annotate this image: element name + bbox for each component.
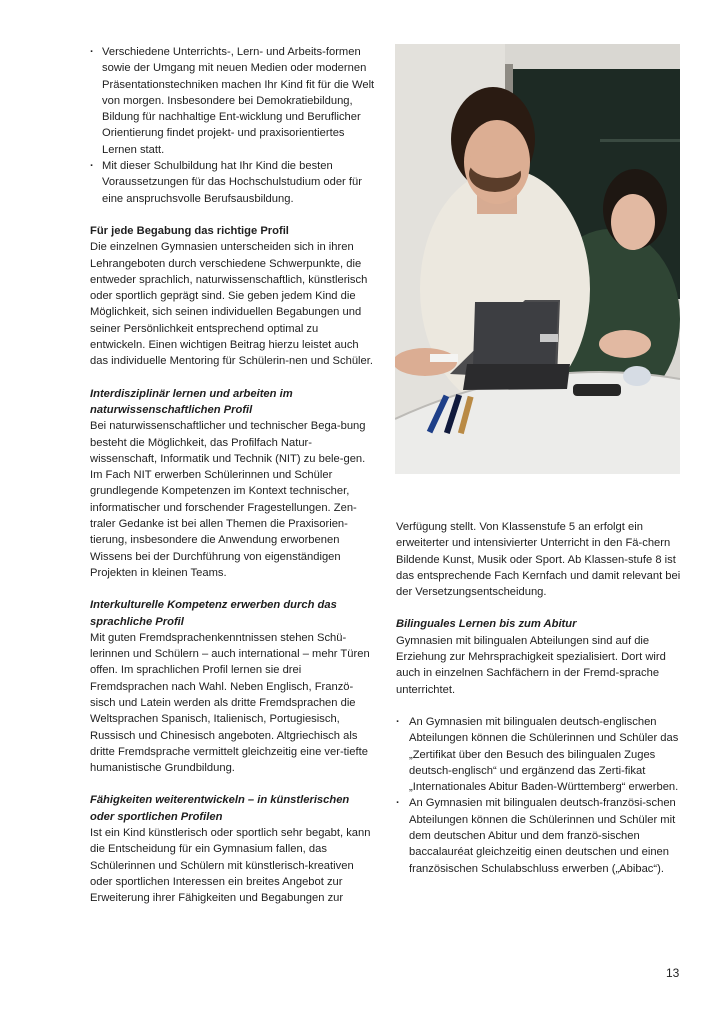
section-heading-bilingual: Bilinguales Lernen bis zum Abitur bbox=[396, 618, 577, 631]
section-body-kuenstlerisch: Ist ein Kind künstlerisch oder sportlich sehr begabt, kann die Entscheidung für ein Gymnasium fallen, das Schülerinnen und Schülern mit künstlerisch-kreativen oder sportlichen Interessen ein breites Angebot zur Erweiterung ihrer Fähigkeiten und Begabungen zur bbox=[90, 827, 371, 905]
bullet-item: · An Gymnasien mit bilingualen deutsch-französi-schen Abteilungen können die Schülerinnen und Schüler mit dem deutschen Abitur und dem franzö-sischen baccalauréat gleichzeitig einen deutschen und einen französischen Schulabschluss erwerben („Abibac“). bbox=[396, 795, 686, 876]
bullet-item: · Verschiedene Unterrichts-, Lern- und Arbeits-formen sowie der Umgang mit neuen Medien oder modernen Präsentationstechniken machen Ihr Kind fit für die Welt von morgen. Insbesondere bei Demokratiebildung, Bildung für nachhaltige Ent-wicklung und Beruflicher Orientierung findet projekt- und praxisorientiertes Lernen statt. bbox=[90, 44, 375, 158]
page-number: 13 bbox=[666, 966, 680, 980]
section-heading-profil: Für jede Begabung das richtige Profil bbox=[90, 224, 289, 237]
bilingual-bullet-list bbox=[396, 714, 686, 877]
section-body-profil: Die einzelnen Gymnasien unterscheiden sich in ihren Lehrangeboten durch verschiedene Schwerpunkte, die entweder sprachlich, naturwissenschaftlich, künstlerisch oder sportlich geprägt sind. Sie geben jedem Kind die Möglichkeit, sich seinen individuellen Begabungen und seiner Persönlichkeit entsprechend optimal zu entwickeln. Einen wichtigen Beitrag hierzu leistet auch das individuelle Mentoring für Schülerin-nen und Schüler. bbox=[90, 241, 373, 368]
section-body-bilingual: Gymnasien mit bilingualen Abteilungen sind auf die Erziehung zur Mehrsprachigkeit spezialisiert. Dort wird auch in einzelnen Sachfächern in der Fremd-sprache unterrichtet. bbox=[396, 634, 666, 696]
section-heading-kuenstlerisch: Fähigkeiten weiterentwickeln – in künstlerischen oder sportlichen Profilen bbox=[90, 794, 350, 823]
section-body-sprachlich: Mit guten Fremdsprachenkenntnissen stehen Schü-lerinnen und Schülern – auch international – mehr Türen offen. Im sprachlichen Profil lernen sie drei Fremdsprachen nach Wahl. Neben Englisch, Franzö-sisch und Latein werden als dritte Fremdsprachen die Weltsprachen Spanisch, Italienisch, Portugiesisch, Russisch und Chinesisch angeboten. Altgriechisch als dritte Fremdsprache vermittelt gleichzeitig eine ver-tiefte humanistische Grundbildung. bbox=[90, 631, 370, 775]
section-body-naturwissenschaft: Bei naturwissenschaftlicher und technischer Bega-bung besteht die Möglichkeit, das Profilfach Natur-wissenschaft, Informatik und Technik (NIT) zu bele-gen. Im Fach NIT erwerben Schülerinnen und Schüler grundlegende Kompetenzen im Kontext technischer, informatischer und forschender Fragestellungen. Zen-traler Gedanke ist bei allen Themen die Praxisorien-tierung, insbesondere die Anwendung erworbenen Wissens bei der Durchführung von eigenständigen Projekten in kleinen Teams. bbox=[90, 420, 366, 579]
bullet-item: · An Gymnasien mit bilingualen deutsch-englischen Abteilungen können die Schülerinnen und Schüler das „Zertifikat über den Besuch des bilingualen Zuges deutsch-englisch“ und ergänzend das Zerti-fikat „Internationales Abitur Baden-Württemberg“ erwerben. bbox=[396, 714, 686, 795]
bullet-item: · Mit dieser Schulbildung hat Ihr Kind die besten Voraussetzungen für das Hochschulstudium oder für eine anspruchsvolle Berufsausbildung. bbox=[90, 158, 375, 207]
intro-bullet-list bbox=[90, 44, 375, 207]
continuation-text: Verfügung stellt. Von Klassenstufe 5 an erfolgt ein erweiterter und intensivierter Unterricht in den Fä-chern Bildende Kunst, Musik oder Sport. Ab Klassen-stufe 8 ist das entsprechende Fach Kernfach und damit relevant bei der Versetzungsentscheidung. bbox=[396, 521, 681, 599]
section-heading-naturwissenschaft: Interdisziplinär lernen und arbeiten im naturwissenschaftlichen Profil bbox=[90, 387, 293, 416]
right-column bbox=[396, 519, 686, 877]
left-column bbox=[90, 44, 375, 907]
section-heading-sprachlich: Interkulturelle Kompetenz erwerben durch das sprachliche Profil bbox=[90, 599, 337, 628]
classroom-photo bbox=[395, 44, 680, 474]
